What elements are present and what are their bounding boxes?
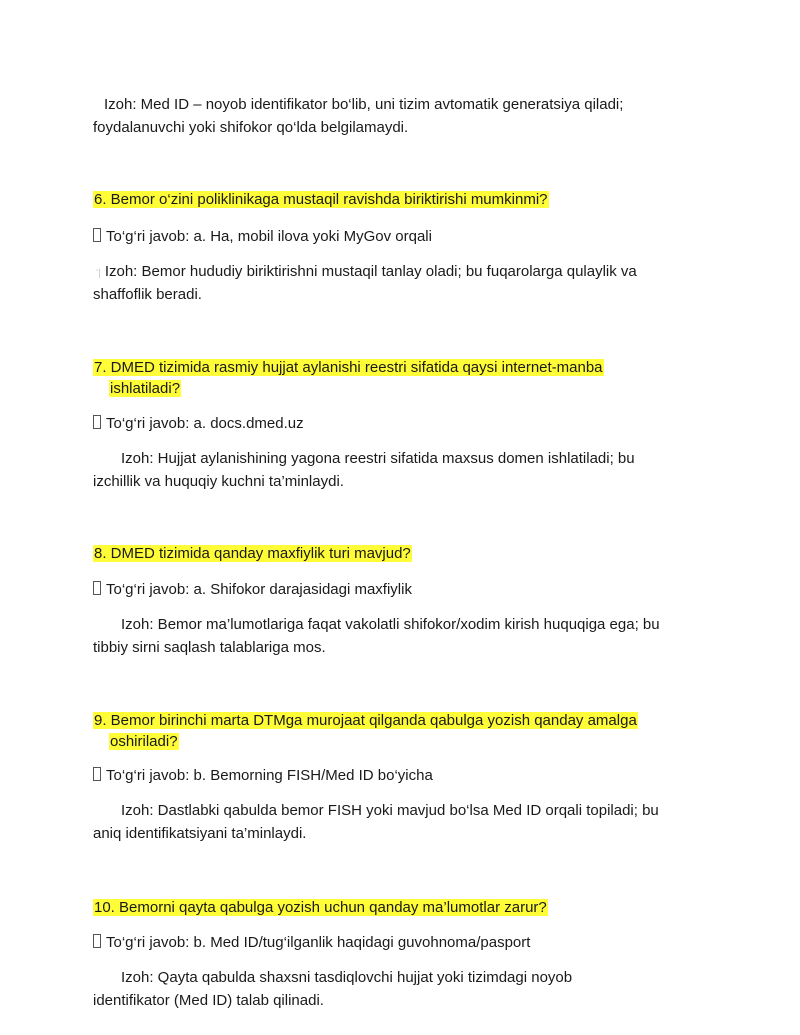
question-7-line2: ishlatiladi? [110,380,181,397]
note-10-line1: Izoh: Qayta qabulda shaxsni tasdiqlovchi hujjat yoki tizimdagi noyob [121,969,573,986]
note-10-line2: identifikator (Med ID) talab qilinadi. [93,992,324,1009]
bullet-icon: ʻ| [96,268,101,279]
question-6-text: 6. Bemor o‘zini poliklinikaga mustaqil ravishda biriktirishi mumkinmi? [94,191,548,208]
answer-7: To‘g‘ri javob: a. docs.dmed.uz [93,413,304,435]
answer-10: To‘g‘ri javob: b. Med ID/tug‘ilganlik haqidagi guvohnoma/pasport [93,932,530,954]
note-6-line2: shaffoflik beradi. [93,286,202,303]
question-9-line1: 9. Bemor birinchi marta DTMga murojaat qilganda qabulga yozish qanday amalga [94,712,637,729]
missing-glyph-icon [93,415,101,429]
answer-8: To‘g‘ri javob: a. Shifokor darajasidagi maxfiylik [93,579,412,601]
question-9-line2: oshiriladi? [110,733,178,750]
note-7-line2: izchillik va huquqiy kuchni ta’minlaydi. [93,473,344,490]
note-9-line2: aniq identifikatsiyani ta’minlaydi. [93,825,307,842]
note-8-line2: tibbiy sirni saqlash talablariga mos. [93,639,326,656]
missing-glyph-icon [93,228,101,242]
missing-glyph-icon [93,581,101,595]
answer-9: To‘g‘ri javob: b. Bemorning FISH/Med ID bo‘yicha [93,765,433,787]
answer-6 [93,226,432,248]
question-8: 8. DMED tizimida qanday maxfiylik turi mavjud? [94,545,411,562]
missing-glyph-icon [93,934,101,948]
answer-6-text: To‘g‘ri javob: a. Ha, mobil ilova yoki MyGov orqali [106,228,432,245]
note-9-line1: Izoh: Dastlabki qabulda bemor FISH yoki mavjud bo‘lsa Med ID orqali topiladi; bu [121,802,659,819]
question-6 [93,189,549,211]
intro-note-line1: Izoh: Med ID – noyob identifikator bo‘lib, uni tizim avtomatik generatsiya qiladi; [104,96,624,113]
question-7-line1: 7. DMED tizimida rasmiy hujjat aylanishi reestri sifatida qaysi internet-manba [94,359,603,376]
note-7-line1: Izoh: Hujjat aylanishining yagona reestri sifatida maxsus domen ishlatiladi; bu [121,450,635,467]
note-8-line1: Izoh: Bemor ma’lumotlariga faqat vakolatli shifokor/xodim kirish huquqiga ega; bu [121,616,660,633]
intro-note-line2: foydalanuvchi yoki shifokor qo‘lda belgilamaydi. [93,119,409,136]
question-10: 10. Bemorni qayta qabulga yozish uchun qanday ma’lumotlar zarur? [94,899,547,916]
note-6-line1: ʻ| Izoh: Bemor hududiy biriktirishni mustaqil tanlay oladi; bu fuqarolarga qulaylik va [96,263,637,280]
missing-glyph-icon [93,767,101,781]
